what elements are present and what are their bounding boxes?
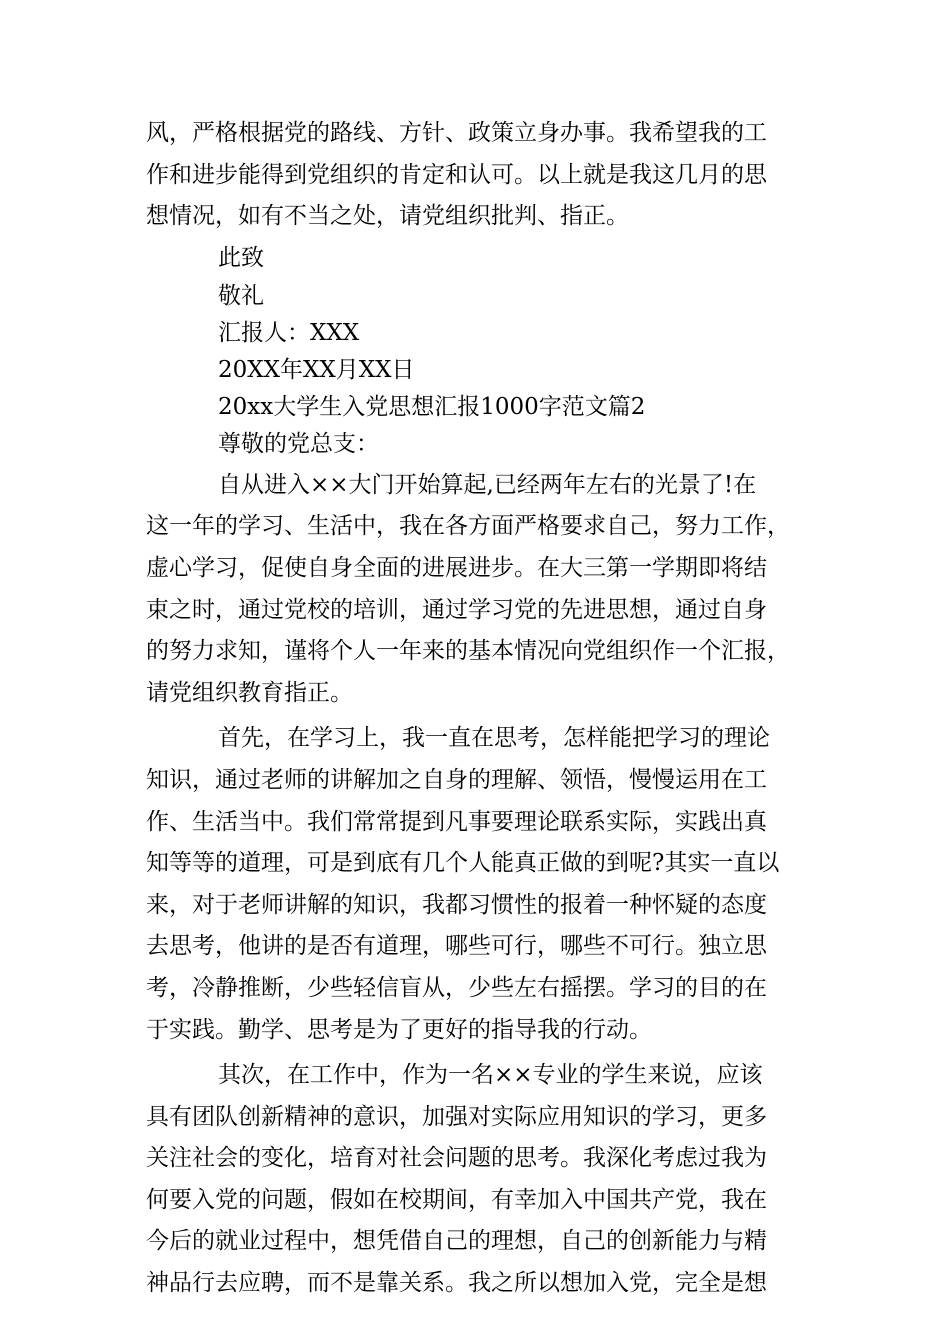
- paragraph-1: [146, 465, 806, 715]
- closing-salutation: 此致: [218, 244, 264, 271]
- text-line: 请党组织教育指正。: [146, 679, 353, 706]
- text-line: 知识，通过老师的讲解加之自身的理解、领悟，慢慢运用在工: [146, 766, 767, 793]
- text-line: 自从进入××大门开始算起,已经两年左右的光景了!在: [218, 471, 757, 498]
- reporter-signature: 汇报人：XXX: [218, 319, 360, 346]
- text-line: 作和进步能得到党组织的肯定和认可。以上就是我这几月的思: [146, 161, 767, 188]
- text-line: 这一年的学习、生活中，我在各方面严格要求自己，努力工作，: [146, 513, 790, 540]
- text-line: 作、生活当中。我们常常提到凡事要理论联系实际，实践出真: [146, 808, 767, 835]
- greeting: 尊敬的党总支：: [218, 430, 379, 457]
- section-title: 20xx大学生入党思想汇报1000字范文篇2: [218, 393, 646, 420]
- text-line: 关注社会的变化，培育对社会问题的思考。我深化考虑过我为: [146, 1145, 767, 1172]
- text-line: 知等等的道理，可是到底有几个人能真正做的到呢?其实一直以: [146, 850, 780, 877]
- text-line: 束之时，通过党校的培训，通过学习党的先进思想，通过自身: [146, 596, 767, 623]
- text-line: 具有团队创新精神的意识，加强对实际应用知识的学习，更多: [146, 1103, 767, 1130]
- report-date: 20XX年XX月XX日: [218, 356, 415, 383]
- text-line: 首先，在学习上，我一直在思考，怎样能把学习的理论: [218, 725, 770, 752]
- text-line: 神品行去应聘，而不是靠关系。我之所以想加入党，完全是想: [146, 1270, 767, 1297]
- paragraph-2: [146, 718, 806, 1051]
- text-line: 其次，在工作中，作为一名××专业的学生来说，应该: [218, 1062, 763, 1089]
- top-paragraph: [146, 113, 806, 238]
- text-line: 风，严格根据党的路线、方针、政策立身办事。我希望我的工: [146, 120, 767, 146]
- text-line: 今后的就业过程中，想凭借自己的理想，自己的创新能力与精: [146, 1228, 767, 1255]
- text-line: 的努力求知，谨将个人一年来的基本情况向党组织作一个汇报，: [146, 638, 790, 665]
- text-line: 来，对于老师讲解的知识，我都习惯性的报着一种怀疑的态度: [146, 891, 767, 918]
- text-line: 去思考，他讲的是否有道理，哪些可行，哪些不可行。独立思: [146, 933, 767, 960]
- document-body: [146, 113, 806, 1305]
- closing-respect: 敬礼: [218, 282, 264, 309]
- text-line: 虚心学习，促使自身全面的进展进步。在大三第一学期即将结: [146, 554, 767, 581]
- text-line: 想情况，如有不当之处，请党组织批判、指正。: [146, 203, 629, 230]
- paragraph-3: [146, 1055, 806, 1305]
- text-line: 何要入党的问题，假如在校期间，有幸加入中国共产党，我在: [146, 1186, 767, 1213]
- text-line: 于实践。勤学、思考是为了更好的指导我的行动。: [146, 1016, 652, 1043]
- text-line: 考，冷静推断，少些轻信盲从，少些左右摇摆。学习的目的在: [146, 974, 767, 1001]
